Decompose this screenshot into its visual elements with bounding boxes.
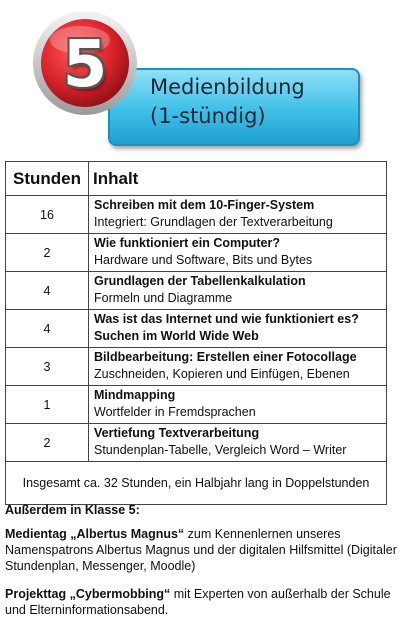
- hours-cell: 4: [6, 310, 89, 348]
- column-header-hours: Stunden: [6, 162, 89, 196]
- topic-title: Bildbearbeitung: Erstellen einer Fotocollage: [94, 350, 357, 364]
- topic-title: Schreiben mit dem 10-Finger-System: [94, 198, 315, 212]
- content-cell: [89, 348, 387, 386]
- cybermobbing-title: Projekttag „Cybermobbing“: [5, 587, 171, 601]
- hours-cell: 2: [6, 424, 89, 462]
- badge-number: 5: [62, 28, 108, 102]
- topic-title: Grundlagen der Tabellenkalkulation: [94, 274, 306, 288]
- content-cell: [89, 196, 387, 234]
- extras-item-medientag: [5, 526, 397, 574]
- topic-title: Vertiefung Textverarbeitung: [94, 426, 260, 440]
- table-header-row: [6, 162, 387, 196]
- topic-detail: Integriert: Grundlagen der Textverarbeitung: [94, 215, 333, 229]
- topic-detail: Suchen im World Wide Web: [94, 329, 259, 343]
- topic-detail: Zuschneiden, Kopieren und Einfügen, Ebenen: [94, 367, 350, 381]
- content-cell: [89, 234, 387, 272]
- extras-heading: [5, 502, 397, 518]
- content-cell: [89, 424, 387, 462]
- table-row: [6, 424, 387, 462]
- course-table: [5, 161, 387, 505]
- hours-cell: 16: [6, 196, 89, 234]
- total-summary: Insgesamt ca. 32 Stunden, ein Halbjahr lang in Doppelstunden: [6, 462, 387, 505]
- topic-detail: Formeln und Diagramme: [94, 291, 233, 305]
- topic-title: Wie funktioniert ein Computer?: [94, 236, 280, 250]
- topic-detail: Wortfelder in Fremdsprachen: [94, 405, 256, 419]
- content-cell: [89, 386, 387, 424]
- page-subtitle: (1-stündig): [150, 104, 266, 128]
- topic-detail: Stundenplan-Tabelle, Vergleich Word – Writer: [94, 443, 347, 457]
- hours-cell: 2: [6, 234, 89, 272]
- extras-item-cybermobbing: [5, 586, 397, 618]
- content-cell: [89, 310, 387, 348]
- extras-heading-text: Außerdem in Klasse 5:: [5, 503, 140, 517]
- page-title: Medienbildung: [150, 75, 305, 99]
- hours-cell: 4: [6, 272, 89, 310]
- medientag-text: zum Kennenlernen unseres Namenspatrons Albertus Magnus und der digitalen Hilfsmittel (Digitaler Stundenplan, Messenger, Moodle): [5, 527, 397, 573]
- medientag-title: Medientag „Albertus Magnus“: [5, 527, 185, 541]
- table-row: [6, 386, 387, 424]
- topic-detail: Hardware und Software, Bits und Bytes: [94, 253, 313, 267]
- cybermobbing-text: mit Experten von außerhalb der Schule und Elterninformationsabend.: [5, 587, 391, 617]
- column-header-content: Inhalt: [89, 162, 387, 196]
- topic-title: Was ist das Internet und wie funktioniert es?: [94, 312, 359, 326]
- table-row: [6, 196, 387, 234]
- content-cell: [89, 272, 387, 310]
- table-row: [6, 310, 387, 348]
- table-total-row: [6, 462, 387, 505]
- hours-cell: 3: [6, 348, 89, 386]
- hours-cell: 1: [6, 386, 89, 424]
- topic-title: Mindmapping: [94, 388, 176, 402]
- table-row: [6, 272, 387, 310]
- table-row: [6, 348, 387, 386]
- table-row: [6, 234, 387, 272]
